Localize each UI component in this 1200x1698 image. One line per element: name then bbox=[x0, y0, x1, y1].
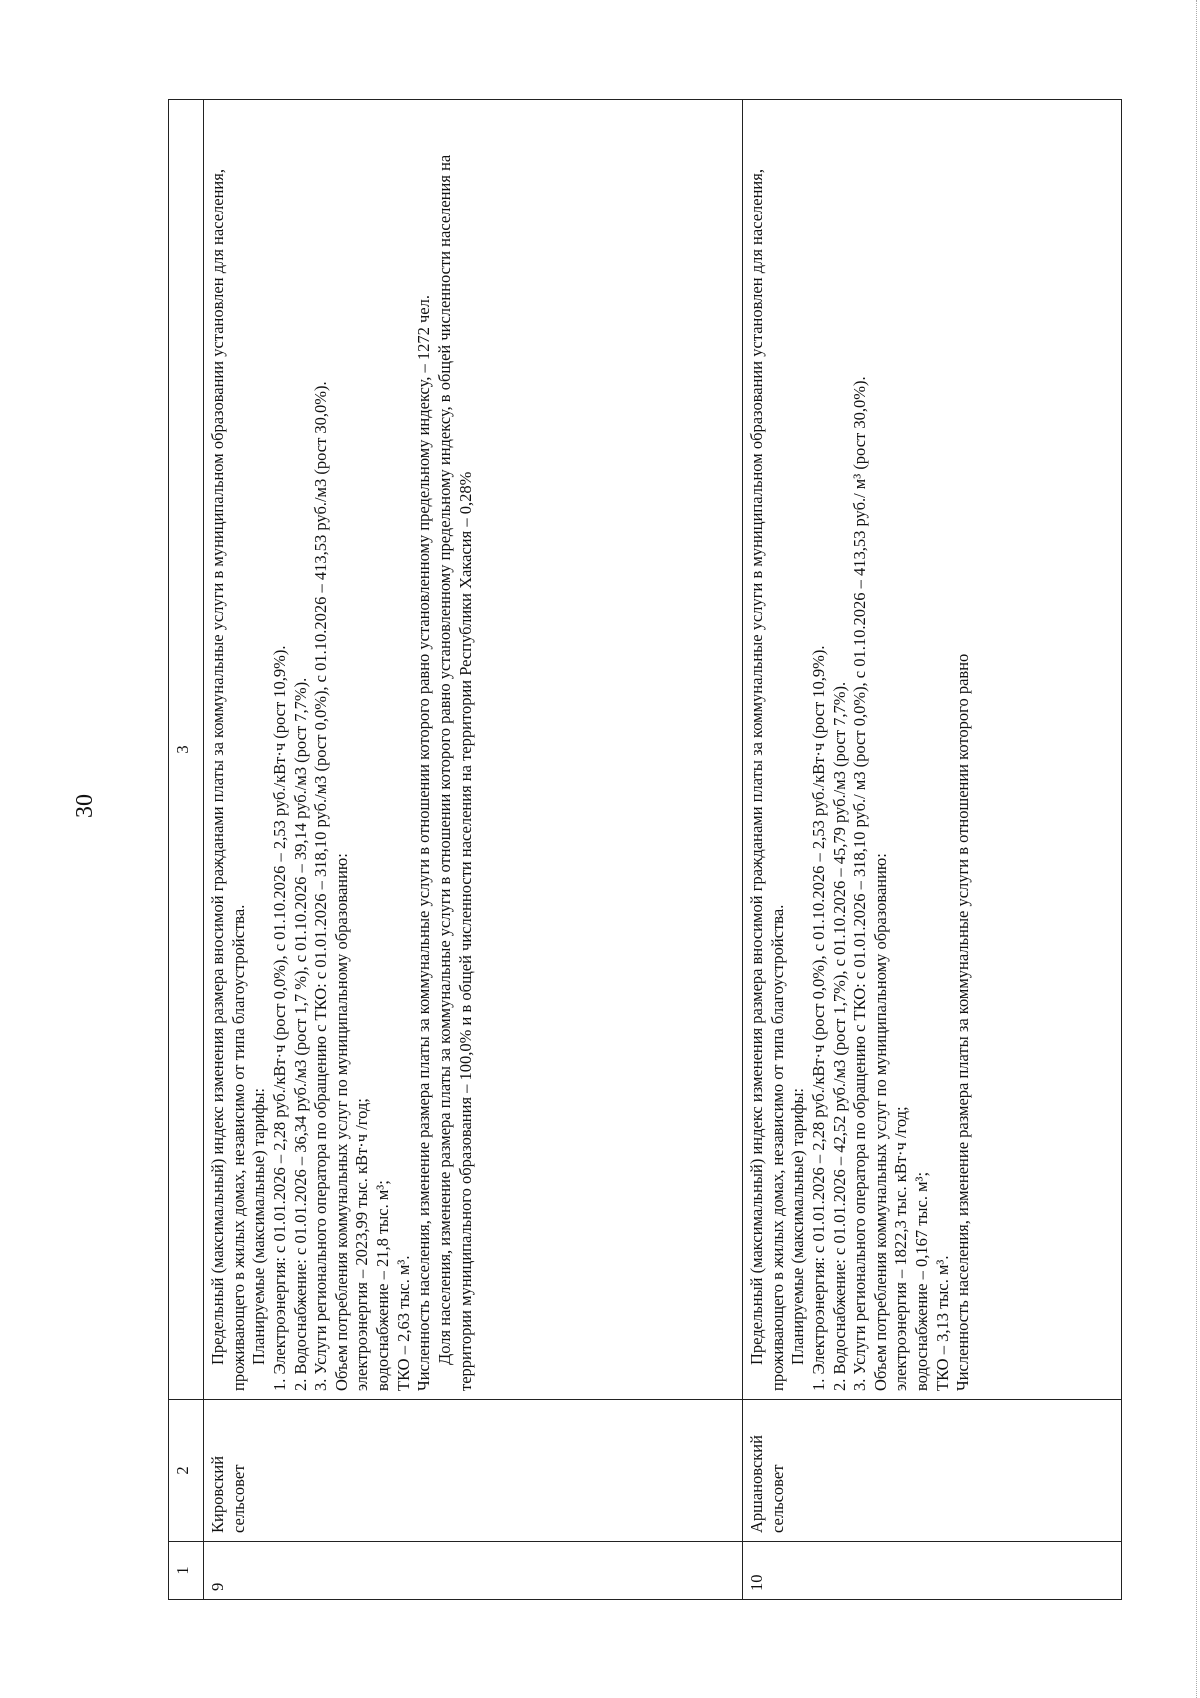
description-line: ТКО – 3,13 тыс. м³. bbox=[932, 1255, 952, 1391]
description-line: Планируемые (максимальные) тарифы: bbox=[788, 1088, 808, 1365]
rotated-table-container bbox=[168, 100, 1098, 1600]
description-line: 3. Услуги регионального оператора по обращению с ТКО: с 01.01.2026 – 318,10 руб./м3 (рост 0,0%), с 01.10.2026 – 413,53 руб./м3 (рост 30,0%). bbox=[311, 381, 331, 1391]
row-number: 9 bbox=[204, 1542, 743, 1600]
municipality-name: Аршановский сельсовет bbox=[743, 1400, 1122, 1542]
description-line: 3. Услуги регионального оператора по обращению с ТКО: с 01.01.2026 – 318,10 руб./ м3 (рост 0,0%), с 01.10.2026 – 413,53 руб./ м³ (рост 30,0%). bbox=[850, 376, 870, 1391]
description-line: Объем потребления коммунальных услуг по муниципальному образованию: bbox=[331, 853, 351, 1391]
header-col-1: 1 bbox=[169, 1542, 204, 1600]
scan-edge-line bbox=[1195, 0, 1197, 1698]
description-line: Объем потребления коммунальных услуг по муниципальному образованию: bbox=[870, 853, 890, 1391]
description-line: 2. Водоснабжение: с 01.01.2026 – 36,34 руб./м3 (рост 1,7 %), с 01.10.2026 – 39,14 руб./м3 (рост 7,7%). bbox=[290, 677, 310, 1391]
description-line: Предельный (максимальный) индекс изменения размера вносимой гражданами платы за коммунальные услуги в муниципальном образовании установлен для населения, проживающего в жилых домах, независимо от типа благоустройства. bbox=[747, 169, 787, 1391]
description-line: 2. Водоснабжение: с 01.01.2026 – 42,52 руб./м3 (рост 1,7%), с 01.10.2026 – 45,79 руб./м3 (рост 7,7%). bbox=[829, 681, 849, 1391]
description-line: Планируемые (максимальные) тарифы: bbox=[249, 1088, 269, 1365]
description-line: Численность населения, изменение размера платы за коммунальные услуги в отношении которого равно bbox=[953, 653, 973, 1391]
description-line: Численность населения, изменение размера платы за коммунальные услуги в отношении которого равно установленному предельному индексу, – 1272 чел. bbox=[414, 295, 434, 1391]
row-number: 10 bbox=[743, 1542, 1122, 1600]
description-line: 1. Электроэнергия: с 01.01.2026 – 2,28 руб./кВт·ч (рост 0,0%), с 01.10.2026 – 2,53 руб./кВт·ч (рост 10,9%). bbox=[808, 645, 828, 1391]
description-line: Доля населения, изменение размера платы за коммунальные услуги в отношении которого равно установленному предельному индексу, в общей численности населения на территории муниципального образования – 100,0% и в общей численности населения на территории Республики Хакасия – 0,28% bbox=[434, 154, 475, 1391]
page-number: 30 bbox=[72, 794, 98, 818]
row-description bbox=[743, 100, 1122, 1400]
row-description bbox=[204, 100, 743, 1400]
description-line: электроэнергия – 1822,3 тыс. кВт·ч /год; bbox=[891, 1106, 911, 1391]
description-line: электроэнергия – 2023,99 тыс. кВт·ч /год; bbox=[352, 1098, 372, 1391]
table-header-row bbox=[169, 100, 204, 1600]
description-line: ТКО – 2,63 тыс. м³. bbox=[393, 1255, 413, 1391]
header-col-3: 3 bbox=[169, 100, 204, 1400]
municipality-name: Кировский сельсовет bbox=[204, 1400, 743, 1542]
tariff-table bbox=[168, 99, 1122, 1600]
description-line: Предельный (максимальный) индекс изменения размера вносимой гражданами платы за коммунальные услуги в муниципальном образовании установлен для населения, проживающего в жилых домах, независимо от типа благоустройства. bbox=[208, 169, 248, 1391]
description-line: водоснабжение – 21,8 тыс. м³; bbox=[373, 1180, 392, 1391]
table-row bbox=[743, 100, 1122, 1600]
header-col-2: 2 bbox=[169, 1400, 204, 1542]
table-row bbox=[204, 100, 743, 1600]
description-line: водоснабжение – 0,167 тыс. м³; bbox=[912, 1171, 931, 1391]
description-line: 1. Электроэнергия: с 01.01.2026 – 2,28 руб./кВт·ч (рост 0,0%), с 01.10.2026 – 2,53 руб./кВт·ч (рост 10,9%). bbox=[269, 645, 289, 1391]
